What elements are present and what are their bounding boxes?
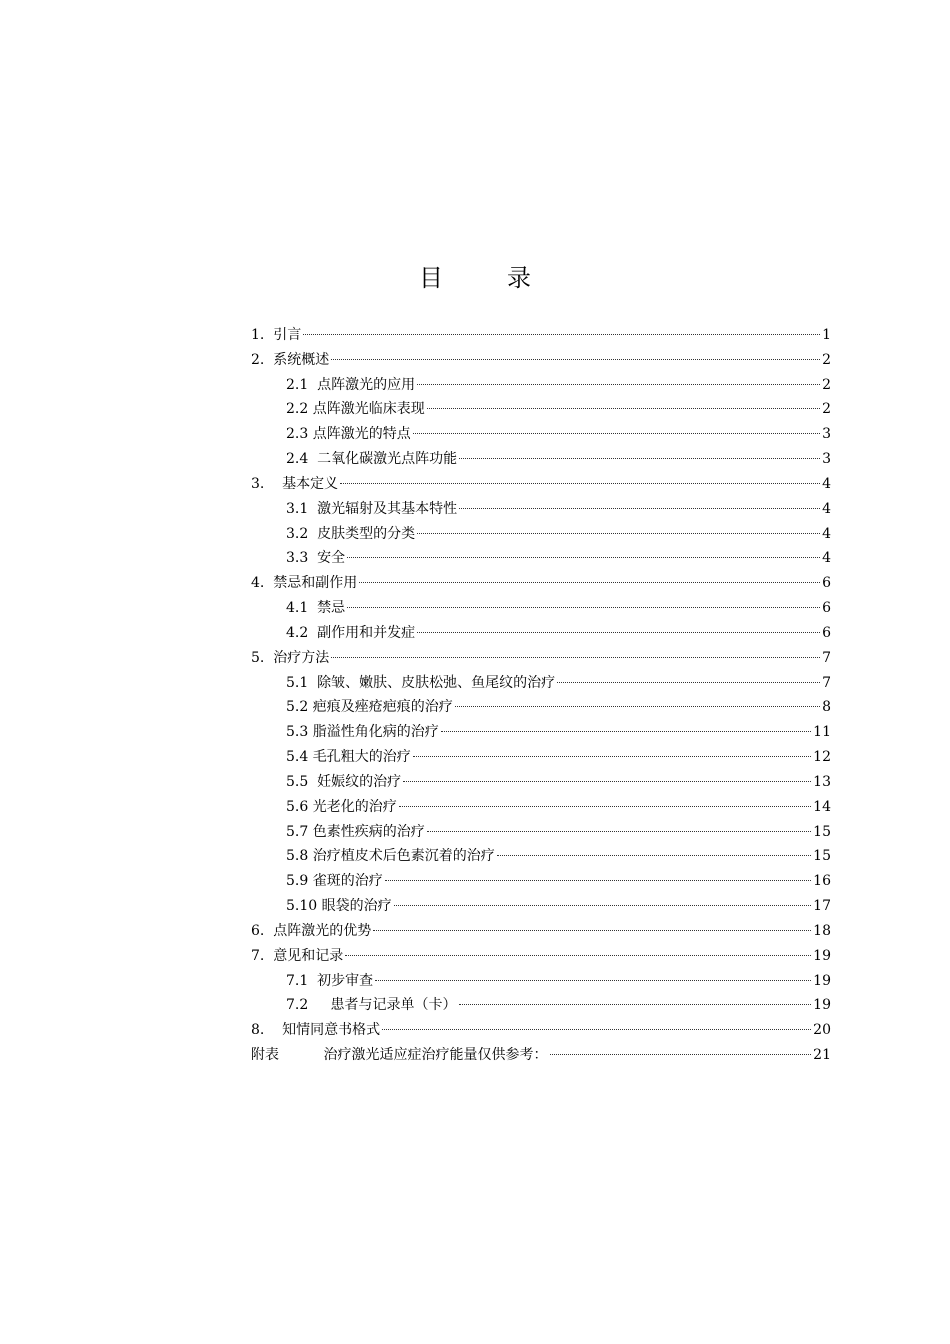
toc-entry-label: 2.4 二氧化碳激光点阵功能: [286, 451, 458, 468]
toc-entry-page: 4: [822, 500, 831, 517]
toc-entry-page: 8: [822, 699, 831, 716]
toc-entry-label: 7.1 初步审查: [286, 972, 374, 989]
toc-entry-page: 21: [813, 1047, 831, 1064]
toc-entry-label: 5.1 除皱、嫩肤、皮肤松弛、鱼尾纹的治疗: [286, 674, 556, 691]
toc-leader-dots: [347, 557, 820, 558]
toc-leader-dots: [373, 930, 811, 931]
toc-entry-page: 2: [822, 401, 831, 418]
toc-entry[interactable]: [251, 323, 831, 348]
toc-leader-dots: [417, 632, 820, 633]
toc-leader-dots: [340, 483, 820, 484]
toc-entry[interactable]: [251, 869, 831, 894]
toc-entry[interactable]: [251, 993, 831, 1018]
toc-entry[interactable]: [251, 447, 831, 472]
toc-leader-dots: [459, 508, 820, 509]
toc-leader-dots: [347, 607, 820, 608]
toc-entry-page: 16: [813, 873, 831, 890]
toc-entry[interactable]: [251, 919, 831, 944]
toc-leader-dots: [497, 855, 811, 856]
toc-entry-page: 14: [813, 798, 831, 815]
toc-entry-page: 2: [822, 351, 831, 368]
toc-entry[interactable]: [251, 720, 831, 745]
toc-entry-label: 5.3 脂溢性角化病的治疗: [286, 724, 439, 741]
toc-entry-label: 5.6 光老化的治疗: [286, 798, 397, 815]
toc-entry[interactable]: [251, 671, 831, 696]
toc-entry-page: 19: [813, 997, 831, 1014]
toc-entry[interactable]: [251, 844, 831, 869]
toc-entry[interactable]: [251, 795, 831, 820]
toc-leader-dots: [455, 706, 820, 707]
toc-entry[interactable]: [251, 522, 831, 547]
toc-leader-dots: [303, 334, 820, 335]
toc-entry-page: 1: [822, 327, 831, 343]
toc-leader-dots: [331, 359, 820, 360]
toc-entry[interactable]: [251, 820, 831, 845]
toc-leader-dots: [441, 731, 811, 732]
toc-leader-dots: [417, 384, 820, 385]
toc-entry-page: 4: [822, 525, 831, 542]
toc-entry-page: 6: [822, 575, 831, 592]
toc-leader-dots: [345, 955, 811, 956]
toc-entry-page: 7: [822, 674, 831, 691]
toc-entry[interactable]: [251, 397, 831, 422]
toc-entry[interactable]: [251, 646, 831, 671]
toc-leader-dots: [375, 980, 811, 981]
toc-entry-page: 19: [813, 972, 831, 989]
page-title: 目录: [419, 264, 595, 292]
toc-entry-label: 3.1 激光辐射及其基本特性: [286, 500, 458, 517]
toc-entry-label: 5.10 眼袋的治疗: [286, 898, 392, 915]
toc-entry-label: 5.8 治疗植皮术后色素沉着的治疗: [286, 848, 495, 865]
toc-entry[interactable]: [251, 1018, 831, 1043]
toc-entry[interactable]: [251, 373, 831, 398]
toc-entry-label: 4. 禁忌和副作用: [251, 575, 358, 592]
toc-entry-label: 1. 引言: [251, 327, 302, 343]
toc-leader-dots: [399, 806, 811, 807]
toc-entry-page: 18: [813, 922, 831, 939]
toc-entry-label: 5.9 雀斑的治疗: [286, 873, 383, 890]
toc-entry[interactable]: [251, 621, 831, 646]
toc-entry-label: 3.3 安全: [286, 550, 346, 567]
toc-entry-label: 2.2 点阵激光临床表现: [286, 401, 425, 418]
toc-entry-label: 附表 治疗激光适应症治疗能量仅供参考：: [251, 1047, 548, 1064]
toc-entry-label: 2.1 点阵激光的应用: [286, 376, 416, 393]
toc-leader-dots: [550, 1054, 812, 1055]
toc-entry-page: 3: [822, 426, 831, 443]
toc-leader-dots: [427, 831, 811, 832]
toc-entry[interactable]: [251, 944, 831, 969]
toc-entry-page: 2: [822, 376, 831, 393]
toc-entry[interactable]: [251, 894, 831, 919]
toc-entry-page: 7: [822, 649, 831, 666]
toc-entry-page: 6: [822, 624, 831, 641]
toc-entry-page: 15: [813, 823, 831, 840]
toc-entry-page: 4: [822, 550, 831, 567]
toc-entry[interactable]: [251, 745, 831, 770]
toc-entry-label: 3.2 皮肤类型的分类: [286, 525, 416, 542]
toc-leader-dots: [413, 433, 820, 434]
table-of-contents: [251, 323, 831, 1068]
toc-entry[interactable]: [251, 695, 831, 720]
toc-leader-dots: [557, 682, 820, 683]
toc-entry-label: 5.4 毛孔粗大的治疗: [286, 749, 411, 766]
toc-entry-label: 2.3 点阵激光的特点: [286, 426, 411, 443]
toc-entry-label: 7.2 患者与记录单（卡）: [286, 997, 457, 1014]
toc-entry-page: 19: [813, 947, 831, 964]
toc-entry[interactable]: [251, 596, 831, 621]
toc-entry[interactable]: [251, 571, 831, 596]
toc-entry-label: 7. 意见和记录: [251, 947, 344, 964]
toc-entry-page: 17: [813, 898, 831, 915]
toc-leader-dots: [459, 1004, 812, 1005]
toc-entry-label: 5.5 妊娠纹的治疗: [286, 773, 402, 790]
toc-leader-dots: [417, 533, 820, 534]
toc-entry[interactable]: [251, 472, 831, 497]
toc-entry[interactable]: [251, 546, 831, 571]
toc-leader-dots: [413, 756, 811, 757]
toc-leader-dots: [331, 657, 820, 658]
toc-leader-dots: [394, 905, 812, 906]
toc-entry-label: 8. 知情同意书格式: [251, 1022, 381, 1039]
toc-entry-page: 12: [813, 749, 831, 766]
toc-entry-label: 5.2 疤痕及痤疮疤痕的治疗: [286, 699, 453, 716]
toc-leader-dots: [385, 880, 811, 881]
toc-entry[interactable]: [251, 1043, 831, 1068]
toc-entry-label: 5.7 色素性疾病的治疗: [286, 823, 425, 840]
toc-entry-label: 2. 系统概述: [251, 351, 330, 368]
toc-entry-page: 20: [813, 1022, 831, 1039]
toc-entry-label: 6. 点阵激光的优势: [251, 922, 372, 939]
toc-entry[interactable]: [251, 969, 831, 994]
toc-entry-page: 15: [813, 848, 831, 865]
toc-entry-label: 4.2 副作用和并发症: [286, 624, 416, 641]
toc-leader-dots: [382, 1029, 811, 1030]
toc-leader-dots: [427, 408, 820, 409]
toc-entry-page: 13: [813, 773, 831, 790]
toc-entry[interactable]: [251, 422, 831, 447]
toc-entry-page: 4: [822, 475, 831, 492]
toc-leader-dots: [359, 582, 820, 583]
toc-leader-dots: [403, 781, 811, 782]
toc-entry-page: 6: [822, 600, 831, 617]
toc-entry[interactable]: [251, 497, 831, 522]
toc-entry-label: 5. 治疗方法: [251, 649, 330, 666]
toc-entry-label: 3. 基本定义: [251, 475, 339, 492]
toc-leader-dots: [459, 458, 820, 459]
toc-entry-page: 3: [822, 451, 831, 468]
toc-entry[interactable]: [251, 770, 831, 795]
toc-entry[interactable]: [251, 348, 831, 373]
toc-entry-page: 11: [813, 724, 831, 741]
toc-entry-label: 4.1 禁忌: [286, 600, 346, 617]
